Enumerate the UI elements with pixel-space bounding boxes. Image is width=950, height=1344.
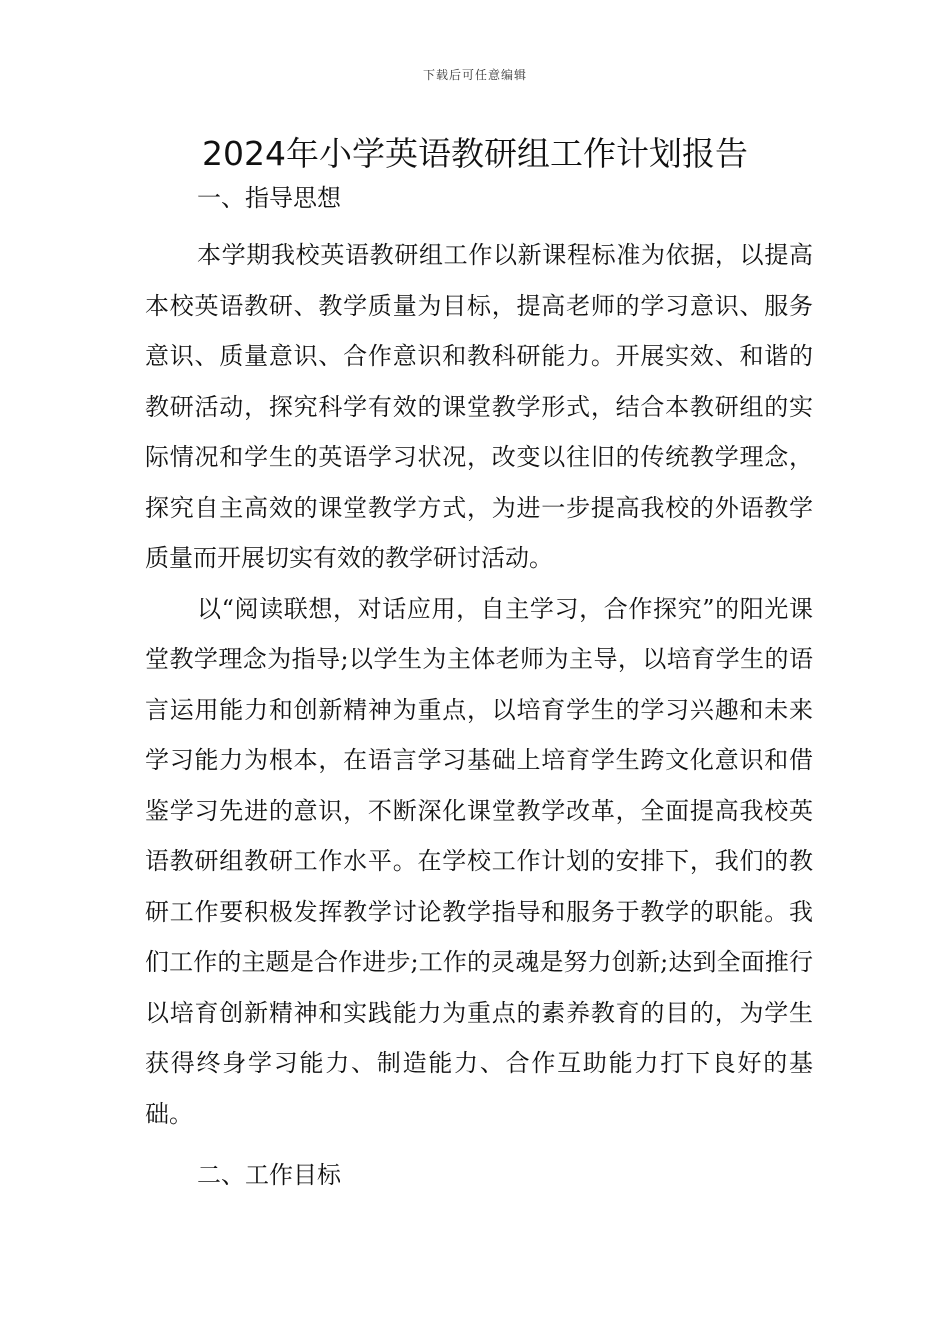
header-note: 下载后可任意编辑	[422, 68, 527, 82]
paragraph-2: 以“阅读联想，对话应用，自主学习，合作探究”的阳光课堂教学理念为指导;以学生为主体老师为主导，以培育学生的语言运用能力和创新精神为重点，以培育学生的学习兴趣和未来学习能力为根本，在语言学习基础上培育学生跨文化意识和借鉴学习先进的意识，不断深化课堂教学改革，全面提高我校英语教研组教研工作水平。在学校工作计划的安排下，我们的教研工作要积极发挥教学讨论教学指导和服务于教学的职能。我们工作的主题是合作进步;工作的灵魂是努力创新;达到全面推行以培育创新精神和实践能力为重点的素养教育的目的，为学生获得终身学习能力、制造能力、合作互助能力打下良好的基础。	[145, 594, 813, 1128]
section-heading-guiding-ideology: 一、指导思想	[197, 184, 341, 212]
section-heading-work-goals: 二、工作目标	[197, 1161, 341, 1189]
document-title: 2024年小学英语教研组工作计划报告	[202, 134, 748, 173]
paragraph-1: 本学期我校英语教研组工作以新课程标准为依据，以提高本校英语教研、教学质量为目标，提高老师的学习意识、服务意识、质量意识、合作意识和教科研能力。开展实效、和谐的教研活动，探究科学有效的课堂教学形式，结合本教研组的实际情况和学生的英语学习状况，改变以往旧的传统教学理念，探究自主高效的课堂教学方式，为进一步提高我校的外语教学质量而开展切实有效的教学研讨活动。	[145, 241, 813, 572]
document-body	[145, 172, 813, 1201]
